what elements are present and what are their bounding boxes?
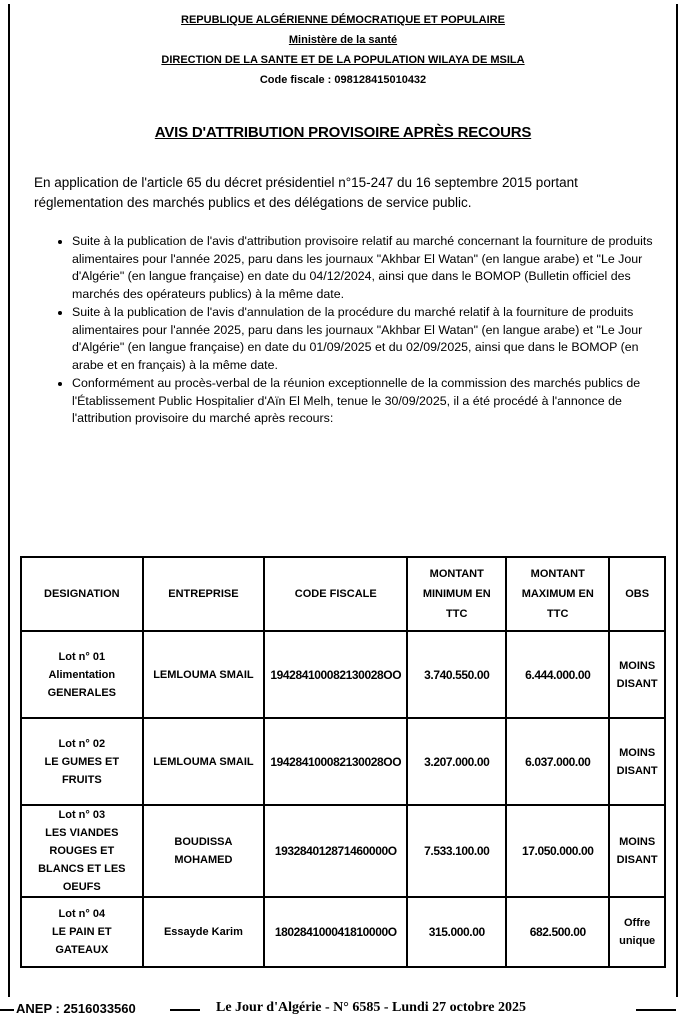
min-cell: 315.000.00 <box>407 897 506 967</box>
entreprise-cell: Essayde Karim <box>143 897 265 967</box>
obs-cell: MOINS DISANT <box>609 631 665 718</box>
lot-number: Lot n° 02 <box>58 737 106 750</box>
col-obs: OBS <box>609 557 665 631</box>
footer-rule <box>0 1009 14 1011</box>
notice-title: AVIS D'ATTRIBUTION PROVISOIRE APRÈS RECOURS <box>154 124 532 141</box>
footer-rule <box>636 1009 676 1011</box>
table-header-row <box>21 557 665 631</box>
notice-page <box>8 4 678 1012</box>
col-designation: DESIGNATION <box>21 557 143 631</box>
designation-cell <box>21 805 143 897</box>
lot-designation: LES VIANDES ROUGES ET BLANCS ET LES OEUFS <box>38 827 126 893</box>
max-cell: 6.037.000.00 <box>506 718 609 805</box>
table-row <box>21 631 665 718</box>
min-cell: 7.533.100.00 <box>407 805 506 897</box>
designation-cell <box>21 718 143 805</box>
min-cell: 3.740.550.00 <box>407 631 506 718</box>
obs-cell: MOINS DISANT <box>609 805 665 897</box>
bullet-item: • Conformément au procès-verbal de la réunion exceptionnelle de la commission des marchés publics de l'Établissement Public Hospitalier d'Aïn El Melh, tenue le 30/09/2025, il a été procédé à l'annonce de l'attribution provisoire du marché après recours: <box>72 375 666 428</box>
entreprise-cell: LEMLOUMA SMAIL <box>143 631 265 718</box>
code-cell: 180284100041810000O <box>264 897 407 967</box>
lot-number: Lot n° 01 <box>58 650 106 663</box>
table-row <box>21 718 665 805</box>
intro-paragraph: En application de l'article 65 du décret présidentiel n°15-247 du 16 septembre 2015 portant réglementation des marchés publics et des délégations de service public. <box>34 175 578 210</box>
journal-reference: Le Jour d'Algérie - N° 6585 - Lundi 27 octobre 2025 <box>216 1000 526 1015</box>
header-republic: REPUBLIQUE ALGÉRIENNE DÉMOCRATIQUE ET POPULAIRE <box>181 14 505 26</box>
lot-number: Lot n° 04 <box>58 908 106 920</box>
bullet-list <box>54 233 666 428</box>
header-ministry: Ministère de la santé <box>288 34 398 46</box>
entreprise-cell: LEMLOUMA SMAIL <box>143 718 265 805</box>
col-montant-max: MONTANT MAXIMUM EN TTC <box>506 557 609 631</box>
col-code-fiscale: CODE FISCALE <box>264 557 407 631</box>
lot-number: Lot n° 03 <box>58 809 106 821</box>
lot-designation: LE PAIN ET GATEAUX <box>51 926 112 956</box>
lot-designation: Alimentation GENERALES <box>47 668 117 699</box>
code-cell: 193284012871460000O <box>264 805 407 897</box>
code-cell: 194284100082130028OO <box>264 631 407 718</box>
max-cell: 682.500.00 <box>506 897 609 967</box>
designation-cell <box>21 897 143 967</box>
bullet-item: • Suite à la publication de l'avis d'attribution provisoire relatif au marché concernant la fourniture de produits alimentaires pour l'année 2025, paru dans les journaux "Akhbar El Watan" (en langue arabe) et "Le Jour d'Algérie" (en langue française) en date du 04/12/2024, ainsi que dans le BOMOP (Bulletin officiel des marchés des opérateurs publics) à la même date. <box>72 233 666 303</box>
designation-cell <box>21 631 143 718</box>
attribution-table <box>20 556 666 968</box>
col-montant-min: MONTANT MINIMUM EN TTC <box>407 557 506 631</box>
col-entreprise: ENTREPRISE <box>143 557 265 631</box>
bullet-item: • Suite à la publication de l'avis d'annulation de la procédure du marché relatif à la fourniture de produits alimentaires pour l'année 2025, paru dans les journaux "Akhbar El Watan" (en langue arabe) et "Le Jour d'Algérie" (en langue française) en date du 01/09/2025 et du 02/09/2025, ainsi que dans le BOMOP (en arabe et en français) à la même date. <box>72 304 666 374</box>
code-cell: 194284100082130028OO <box>264 718 407 805</box>
table-row <box>21 897 665 967</box>
footer-rule <box>170 1009 200 1011</box>
obs-cell: MOINS DISANT <box>609 718 665 805</box>
table-row <box>21 805 665 897</box>
anep-number: ANEP : 2516033560 <box>16 1001 136 1016</box>
max-cell: 17.050.000.00 <box>506 805 609 897</box>
header-direction: DIRECTION DE LA SANTE ET DE LA POPULATION WILAYA DE MSILA <box>161 54 525 66</box>
lot-designation: LE GUMES ET FRUITS <box>44 755 120 786</box>
entreprise-cell: BOUDISSA MOHAMED <box>143 805 265 897</box>
header-fiscal-code: Code fiscale : 098128415010432 <box>259 74 427 86</box>
footer <box>0 997 685 1021</box>
obs-cell: Offre unique <box>609 897 665 967</box>
min-cell: 3.207.000.00 <box>407 718 506 805</box>
header <box>10 10 676 90</box>
max-cell: 6.444.000.00 <box>506 631 609 718</box>
